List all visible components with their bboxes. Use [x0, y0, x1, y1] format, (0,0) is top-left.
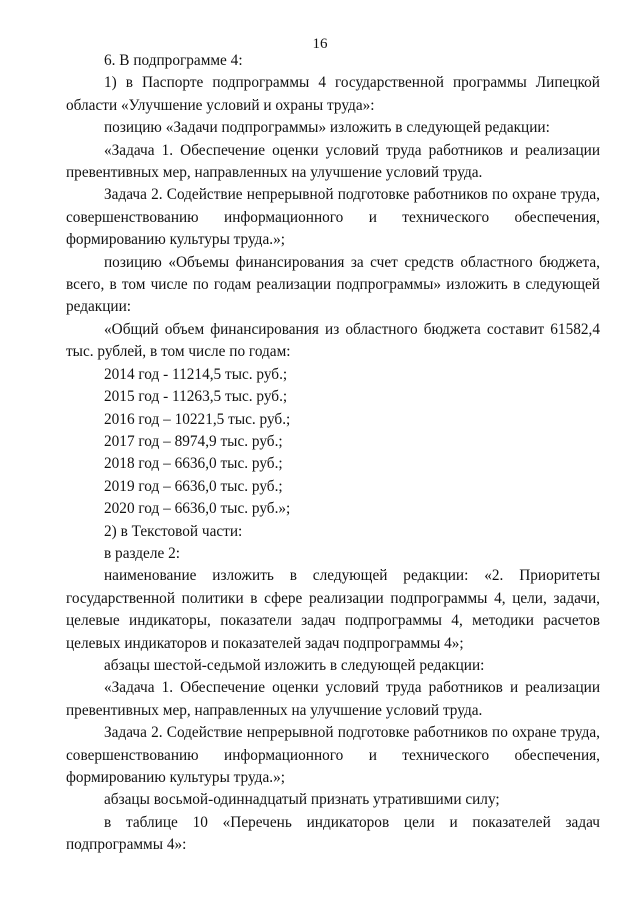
paragraph-year-2016: 2016 год – 10221,5 тыс. руб.; [104, 410, 291, 428]
paragraph-section-6: 6. В подпрограмме 4: [104, 52, 243, 69]
paragraph-year-2017: 2017 год – 8974,9 тыс. руб.; [104, 432, 283, 450]
paragraph-task-1: «Задача 1. Обеспечение оценки условий труда работников и реализации превентивных мер, направленных на улучшение условий труда. [66, 141, 600, 182]
paragraph-year-2015: 2015 год - 11263,5 тыс. руб.; [104, 388, 288, 406]
paragraph-passport: 1) в Паспорте подпрограммы 4 государственной программы Липецкой области «Улучшение условий и охраны труда»: [66, 74, 600, 114]
page-number: 16 [312, 36, 328, 52]
paragraph-financing-position: позицию «Объемы финансирования за счет средств областного бюджета, всего, в том числе по годам реализации подпрограммы» изложить в следующей редакции: [66, 253, 600, 316]
paragraph-tasks-position: позицию «Задачи подпрограммы» изложить в следующей редакции: [104, 119, 550, 137]
paragraph-section-2: в разделе 2: [104, 544, 180, 562]
paragraph-year-2014: 2014 год - 11214,5 тыс. руб.; [104, 365, 288, 383]
document-body [66, 50, 600, 857]
paragraph-year-2019: 2019 год – 6636,0 тыс. руб.; [104, 477, 283, 495]
paragraph-text-part: 2) в Текстовой части: [104, 522, 243, 540]
paragraph-paragraphs-8-11: абзацы восьмой-одиннадцатый признать утратившими силу; [104, 791, 500, 809]
paragraph-total-financing: «Общий объем финансирования из областного бюджета составит 61582,4 тыс. рублей, в том числе по годам: [66, 320, 600, 361]
paragraph-name-change: наименование изложить в следующей редакции: «2. Приоритеты государственной политики в сфере реализации подпрограммы 4, цели, задачи, целевые индикаторы, показатели задач подпрограммы 4, методики расчетов целевых индикаторов и показателей задач подпрограммы 4»; [66, 567, 600, 652]
paragraph-table-10: в таблице 10 «Перечень индикаторов цели и показателей задач подпрограммы 4»: [66, 813, 600, 854]
paragraph-task-1-repeat: «Задача 1. Обеспечение оценки условий труда работников и реализации превентивных мер, направленных на улучшение условий труда. [66, 679, 600, 719]
paragraph-year-2018: 2018 год – 6636,0 тыс. руб.; [104, 455, 283, 473]
paragraph-task-2: Задача 2. Содействие непрерывной подготовке работников по охране труда, совершенствованию информационного и технического обеспечения, формированию культуры труда.»; [66, 186, 600, 249]
paragraph-task-2-repeat: Задача 2. Содействие непрерывной подготовке работников по охране труда, совершенствованию информационного и технического обеспечения, формированию культуры труда.»; [66, 724, 600, 786]
paragraph-year-2020: 2020 год – 6636,0 тыс. руб.»; [104, 500, 291, 518]
paragraph-paragraphs-6-7: абзацы шестой-седьмой изложить в следующей редакции: [104, 656, 485, 674]
